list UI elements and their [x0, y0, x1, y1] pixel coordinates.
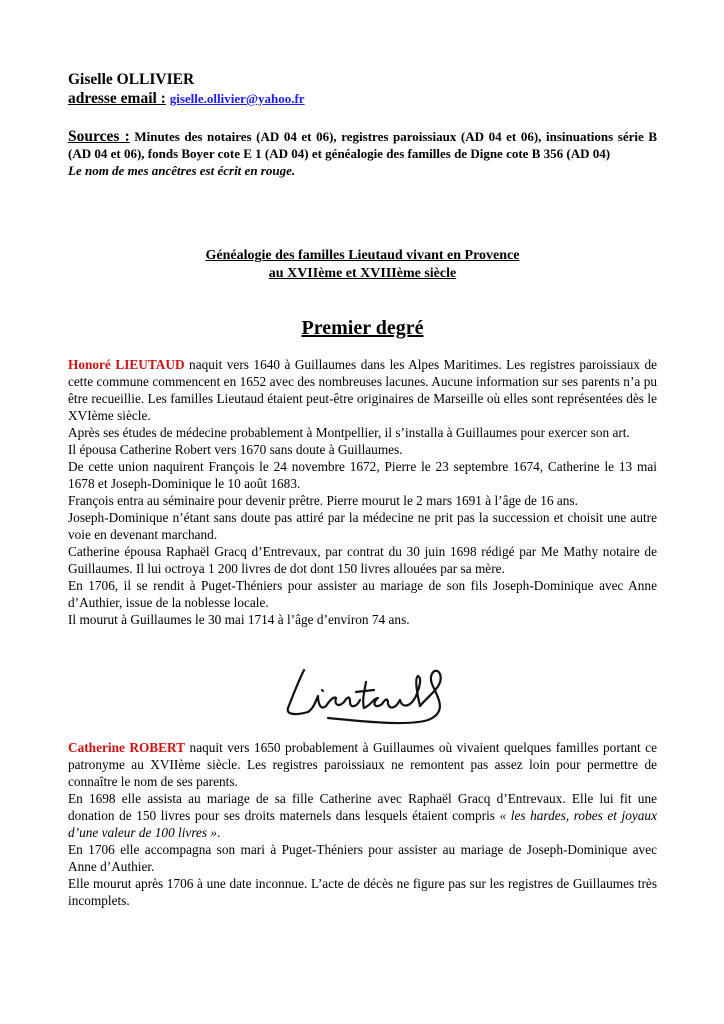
author-name: Giselle OLLIVIER — [68, 71, 195, 88]
honore-paragraph-2: Après ses études de médecine probablement à Montpellier, il s’installa à Guillaumes pour exercer son art. — [68, 425, 630, 440]
email-label: adresse email : — [68, 90, 166, 107]
catherine-section — [68, 739, 657, 909]
catherine-paragraph-4: Elle mourut après 1706 à une date inconnue. L’acte de décès ne figure pas sur les registres de Guillaumes très incomplets. — [68, 876, 657, 908]
sources-block — [68, 128, 657, 179]
honore-paragraph-7: Catherine épousa Raphaël Gracq d’Entrevaux, par contrat du 30 juin 1698 rédigé par Me Mathy notaire de Guillaumes. Il lui octroya 1 200 livres de dot dont 150 livres allouées par sa mère. — [68, 544, 657, 576]
dowry-quote: « les hardes, robes et joyaux d’une valeur de 100 livres » — [68, 808, 657, 840]
ancestor-name-catherine: Catherine ROBERT — [68, 740, 186, 755]
degree-heading: Premier degré — [301, 317, 424, 339]
sources-label: Sources : — [68, 128, 130, 145]
sources-note: Le nom de mes ancêtres est écrit en rouge. — [68, 163, 296, 178]
sources-text: Minutes des notaires (AD 04 et 06), registres paroissiaux (AD 04 et 06), insinuations série B (AD 04 et 06), fonds Boyer cote E 1 (AD 04) et généalogie des familles de Digne cote B 356 (AD 04) — [68, 129, 657, 161]
email-line — [68, 90, 305, 108]
signature-image — [268, 656, 468, 728]
honore-paragraph-4: De cette union naquirent François le 24 novembre 1672, Pierre le 23 septembre 1674, Catherine le 13 mai 1678 et Joseph-Dominique le 10 août 1683. — [68, 459, 657, 491]
honore-paragraph-9: Il mourut à Guillaumes le 30 mai 1714 à l’âge d’environ 74 ans. — [68, 612, 410, 627]
honore-paragraph-8: En 1706, il se rendit à Puget-Théniers pour assister au mariage de son fils Joseph-Dominique avec Anne d’Authier, issue de la noblesse locale. — [68, 578, 657, 610]
genealogy-title — [68, 247, 657, 283]
catherine-paragraph-2: En 1698 elle assista au mariage de sa fille Catherine avec Raphaël Gracq d’Entrevaux. Elle lui fit une donation de 150 livres pour ses droits maternels dans lesquels étaient compris « les hardes, robes et joyaux d’une valeur de 100 livres ». — [68, 791, 657, 840]
email-link[interactable]: giselle.ollivier@yahoo.fr — [169, 91, 305, 106]
honore-paragraph-1: Honoré LIEUTAUD naquit vers 1640 à Guillaumes dans les Alpes Maritimes. Les registres paroissiaux de cette commune commencent en 1652 avec des nombreuses lacunes. Aucune information sur ses parents n’a pu être recueillie. Les familles Lieutaud étaient peut-être originaires de Marseille où elles sont représentées dès le XVIème siècle. — [68, 357, 657, 423]
honore-paragraph-5: François entra au séminaire pour devenir prêtre. Pierre mourut le 2 mars 1691 à l’âge de 16 ans. — [68, 493, 578, 508]
genealogy-title-line-1: Généalogie des familles Lieutaud vivant en Provence — [205, 248, 520, 263]
catherine-paragraph-3: En 1706 elle accompagna son mari à Puget-Théniers pour assister au mariage de Joseph-Dominique avec Anne d’Authier. — [68, 842, 657, 874]
honore-paragraph-3: Il épousa Catherine Robert vers 1670 sans doute à Guillaumes. — [68, 442, 403, 457]
catherine-paragraph-1: Catherine ROBERT naquit vers 1650 probablement à Guillaumes où vivaient quelques familles portant ce patronyme au XVIIème siècle. Les registres paroissiaux ne remontent pas assez loin pour permettre de connaître le nom de ses parents. — [68, 740, 657, 789]
genealogy-title-line-2: au XVIIème et XVIIIème siècle — [268, 266, 457, 281]
honore-paragraph-6: Joseph-Dominique n’étant sans doute pas attiré par la médecine ne prit pas la succession et choisit une autre voie en devenant marchand. — [68, 510, 657, 542]
honore-section — [68, 356, 657, 628]
ancestor-name-honore: Honoré LIEUTAUD — [68, 357, 185, 372]
